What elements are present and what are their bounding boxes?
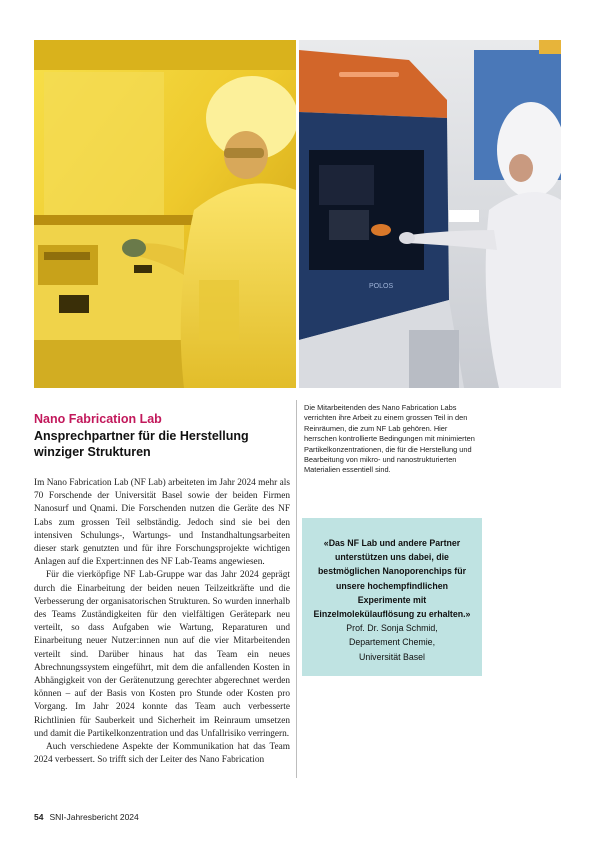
article-body — [34, 477, 290, 767]
quote-author: Prof. Dr. Sonja Schmid, — [346, 623, 438, 634]
cleanroom-equipment-photo — [299, 40, 561, 388]
page-number: 54 — [34, 812, 44, 822]
body-paragraph: Für die vierköpfige NF Lab-Gruppe war das Jahr 2024 geprägt durch die Einarbeitung der beiden neuen Teilzeitkräfte und die Verbesserung der organisatorischen Strukturen. So wurden innerhalb des Teams Zuständigkeiten für den vielfältigen Gerätepark neu verteilt, so dass Aufgaben wie Wartung, Reparaturen und Einarbeitung neuer Nutzer:innen nun auf die vier Mitarbeitenden verteilt sind. Darüber hinaus hat das Team ein neues Abrechnungssystem eingeführt, mit dem die anfallenden Kosten in Abhängigkeit von der Gerätenutzung gerechter abgerechnet werden können – auf der Basis von Kosten pro Stunde oder Kosten pro Vorgang. Im Jahr 2024 konnte das Team auch verbesserte Richtlinien für Sauberkeit und Sicherheit im Reinraum umsetzen und damit die Partikelkonzentration und das Unfallrisiko verringern. — [34, 570, 290, 739]
quote-text: «Das NF Lab und andere Partner unterstützen uns dabei, die bestmöglichen Nanoporenchips für unsere hochempfindlichen Experimente mit Einzelmolekülauflösung zu erhalten.» — [313, 538, 471, 620]
column-divider — [296, 400, 297, 778]
article-headline: Ansprechpartner für die Herstellung winziger Strukturen — [34, 429, 249, 459]
photo-caption: Die Mitarbeitenden des Nano Fabrication Labs verrichten ihre Arbeit zu einem grossen Teil in den Reinräumen, die zum NF Lab gehören. Hier herrschen kontrollierte Bedingungen mit minimierten Partikelkonzentrationen, die für die Herstellung und Bearbeitung von mikro- und nanostrukturierten Materialien essentiell sind. — [304, 403, 475, 475]
quote-organization: Universität Basel — [358, 651, 425, 662]
publication-name: SNI-Jahresbericht 2024 — [49, 812, 139, 822]
pull-quote-box — [302, 518, 482, 676]
page-footer — [34, 812, 139, 822]
body-paragraph: Im Nano Fabrication Lab (NF Lab) arbeiteten im Jahr 2024 mehr als 70 Forschende der Universität Basel sowie der beiden Firmen Nanosurf und Qnami. Die Forschenden nutzen die Geräte des NF Labs zum grossen Teil selbständig. Jedoch sind sie bei den intensiven Schulungs-, Wartungs- und Instandhaltungsarbeiten dieser stark genutzten und für ihre Forschungsprojekte wichtigen Anlagen auf die Expert:innen des NF Lab-Teams angewiesen. — [34, 478, 290, 568]
yellow-lab-photo — [34, 40, 296, 388]
quote-department: Departement Chemie, — [348, 637, 436, 648]
body-paragraph: Auch verschiedene Aspekte der Kommunikation hat das Team 2024 verbessert. So trifft sich der Leiter des Nano Fabrication — [34, 742, 290, 766]
article-kicker: Nano Fabrication Lab — [34, 412, 162, 426]
machine-label: POLOS — [369, 283, 394, 290]
